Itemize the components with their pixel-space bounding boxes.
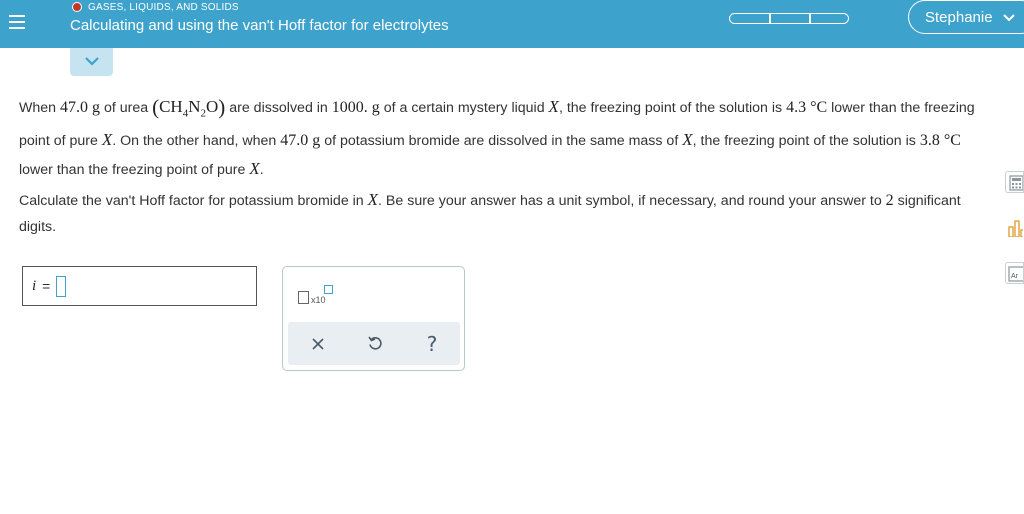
base-box-icon [298,291,309,304]
freezing-drop-urea: 4.3 °C [786,99,828,116]
urea-mass: 47.0 g [60,99,101,116]
undo-icon [367,331,383,357]
text: of potassium bromide are dissolved in the same mass of [324,132,679,149]
text: the freezing point of the solution is [700,132,916,149]
calculator-button[interactable] [1005,171,1024,193]
text: of urea [103,100,149,116]
text: lower than the freezing point of pure [19,100,975,149]
text: answer to [820,193,882,209]
question-text [19,90,979,183]
user-name: Stephanie [925,8,993,26]
progress-indicator [729,13,849,24]
text: of a certain mystery liquid [383,100,545,116]
math-tools-panel [282,266,465,371]
variable-x: X [367,190,379,209]
chevron-down-icon [1003,9,1015,26]
answer-input[interactable] [56,276,66,297]
variable-x: X [682,129,693,149]
answer-label: i [32,277,37,294]
status-dot-icon [72,2,82,12]
hamburger-menu-icon [9,15,25,34]
lesson-title: Calculating and using the van't Hoff factor for electrolytes [70,17,449,34]
sig-digits: 2 [885,192,894,209]
breadcrumb-text: GASES, LIQUIDS, AND SOLIDS [88,1,239,13]
text: . On the other hand, when [112,132,277,149]
text: Calculate the van't Hoff factor for potassium bromide in [19,193,364,209]
user-menu-button[interactable] [908,0,1024,34]
text: , the freezing point of the solution is [558,100,783,116]
answer-equals: = [42,278,51,294]
undo-button[interactable] [355,322,395,365]
variable-x: X [249,158,260,178]
calculator-icon [1006,181,1024,193]
data-chart-button[interactable] [1005,216,1024,238]
progress-segment [809,13,849,24]
variable-x: X [548,97,559,116]
expand-header-button[interactable] [70,48,113,76]
chevron-down-icon [84,53,100,71]
exponent-box-icon [324,285,333,294]
menu-button[interactable] [0,0,34,48]
text: significant digits. [19,193,961,235]
close-icon [311,331,325,357]
clear-button[interactable] [298,322,338,365]
text: When [19,100,57,116]
help-icon: ? [426,331,438,356]
progress-segment [769,13,811,24]
svg-text:Ar: Ar [1011,273,1018,280]
bar-chart-icon [1006,226,1024,238]
urea-formula: $CH_4N_2O$ [159,97,219,120]
progress-segment [729,13,771,24]
kbr-mass: 47.0 g [280,131,321,149]
question-paragraph: When 47.0 g of urea $(CH_4N_2O)$ are dissolved in 1000. g of a certain mystery liquid X, the freezing point of the solution is 4.3 °C lower than the freezing point of pure X. On the other hand, when 47.0 g of potassium bromide are dissolved in the same mass of X, the freezing point of the solution is 3.8 °C lower than the freezing point of pure X. [19,95,975,178]
freezing-drop-kbr: 3.8 °C [919,131,961,149]
breadcrumb [72,0,239,14]
text: lower than the freezing point of pure [19,161,246,178]
times-ten-label: x10 [311,295,326,305]
periodic-table-icon [1006,272,1024,284]
answer-toolbar [288,322,460,365]
solvent-mass: 1000. g [331,99,380,116]
answer-box [22,266,257,306]
text: . [259,161,264,178]
text: . Be sure your answer has a unit symbol, if necessary, and round your [378,193,817,209]
help-button[interactable] [412,322,452,365]
top-bar [0,0,1024,48]
periodic-table-button[interactable] [1005,262,1024,284]
instruction-paragraph [19,186,979,239]
text: , [692,132,697,149]
text: are dissolved in [229,100,328,116]
scientific-notation-button[interactable] [298,285,338,305]
variable-x: X [101,129,113,149]
instruction-text [19,186,979,239]
